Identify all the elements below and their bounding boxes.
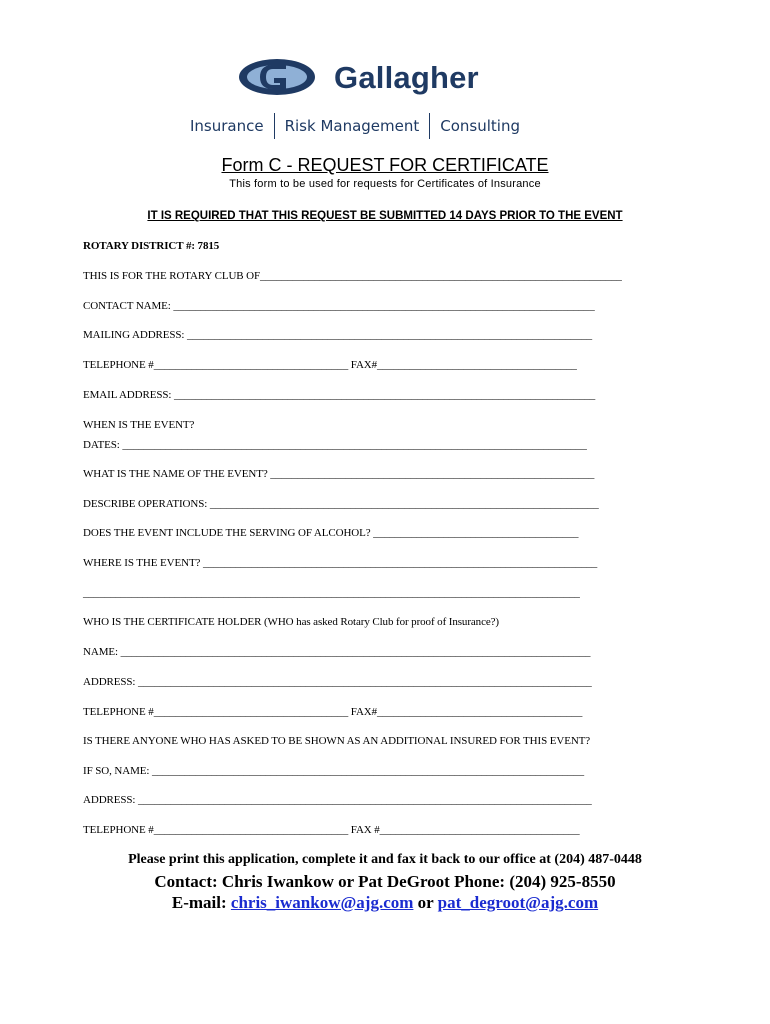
- holder-name-field[interactable]: NAME: _______________________________________________________________________________________: [83, 646, 591, 658]
- requirement-notice: IT IS REQUIRED THAT THIS REQUEST BE SUBMITTED 14 DAYS PRIOR TO THE EVENT: [147, 210, 623, 222]
- email-link-pat[interactable]: pat_degroot@ajg.com: [437, 893, 599, 912]
- operations-field[interactable]: DESCRIBE OPERATIONS: ________________________________________________________________________: [83, 498, 599, 510]
- email-address-field[interactable]: EMAIL ADDRESS: ______________________________________________________________________________: [83, 389, 596, 401]
- additional-address-field[interactable]: ADDRESS: ____________________________________________________________________________________: [83, 794, 592, 806]
- tagline-divider: [429, 113, 430, 139]
- certificate-holder-label: WHO IS THE CERTIFICATE HOLDER (WHO has asked Rotary Club for proof of Insurance?): [83, 616, 499, 628]
- tagline-consulting: Consulting: [440, 117, 520, 135]
- mailing-address-field[interactable]: MAILING ADDRESS: ___________________________________________________________________________: [83, 329, 593, 341]
- tagline-insurance: Insurance: [190, 117, 264, 135]
- additional-name-field[interactable]: IF SO, NAME: ________________________________________________________________________________: [83, 765, 584, 777]
- email-label: E-mail:: [171, 893, 227, 912]
- additional-telephone-fax-field[interactable]: TELEPHONE #____________________________________ FAX #_____________________________________: [83, 824, 580, 836]
- district-line: ROTARY DISTRICT #: 7815: [83, 240, 220, 252]
- where-continued-field[interactable]: ____________________________________________________________________________________________: [83, 587, 580, 599]
- contact-name-field[interactable]: CONTACT NAME: ______________________________________________________________________________: [83, 300, 595, 312]
- additional-insured-label: IS THERE ANYONE WHO HAS ASKED TO BE SHOWN AS AN ADDITIONAL INSURED FOR THIS EVENT?: [83, 735, 591, 747]
- alcohol-field[interactable]: DOES THE EVENT INCLUDE THE SERVING OF ALCOHOL? ______________________________________: [83, 527, 579, 539]
- club-field[interactable]: THIS IS FOR THE ROTARY CLUB OF___________________________________________________________________: [83, 270, 622, 282]
- form-subtitle: This form to be used for requests for Certificates of Insurance: [229, 178, 541, 190]
- telephone-fax-field[interactable]: TELEPHONE #____________________________________ FAX#_____________________________________: [83, 359, 577, 371]
- tagline: [190, 112, 590, 140]
- email-or: or: [417, 893, 434, 912]
- brand-name: Gallagher: [334, 60, 479, 95]
- tagline-divider: [274, 113, 275, 139]
- event-name-field[interactable]: WHAT IS THE NAME OF THE EVENT? ____________________________________________________________: [83, 468, 595, 480]
- dates-field[interactable]: DATES: ______________________________________________________________________________________: [83, 439, 587, 451]
- fax-instructions: Please print this application, complete it and fax it back to our office at (204) 487-0448: [128, 852, 642, 867]
- when-label: WHEN IS THE EVENT?: [83, 419, 195, 431]
- email-line: [0, 893, 770, 913]
- form-title: Form C - REQUEST FOR CERTIFICATE: [221, 155, 549, 175]
- holder-address-field[interactable]: ADDRESS: ____________________________________________________________________________________: [83, 676, 592, 688]
- tagline-risk-management: Risk Management: [284, 117, 420, 135]
- contact-line: Contact: Chris Iwankow or Pat DeGroot Phone: (204) 925-8550: [154, 872, 616, 891]
- where-field[interactable]: WHERE IS THE EVENT? _________________________________________________________________________: [83, 557, 598, 569]
- email-link-chris[interactable]: chris_iwankow@ajg.com: [230, 893, 414, 912]
- holder-telephone-fax-field[interactable]: TELEPHONE #____________________________________ FAX#______________________________________: [83, 706, 583, 718]
